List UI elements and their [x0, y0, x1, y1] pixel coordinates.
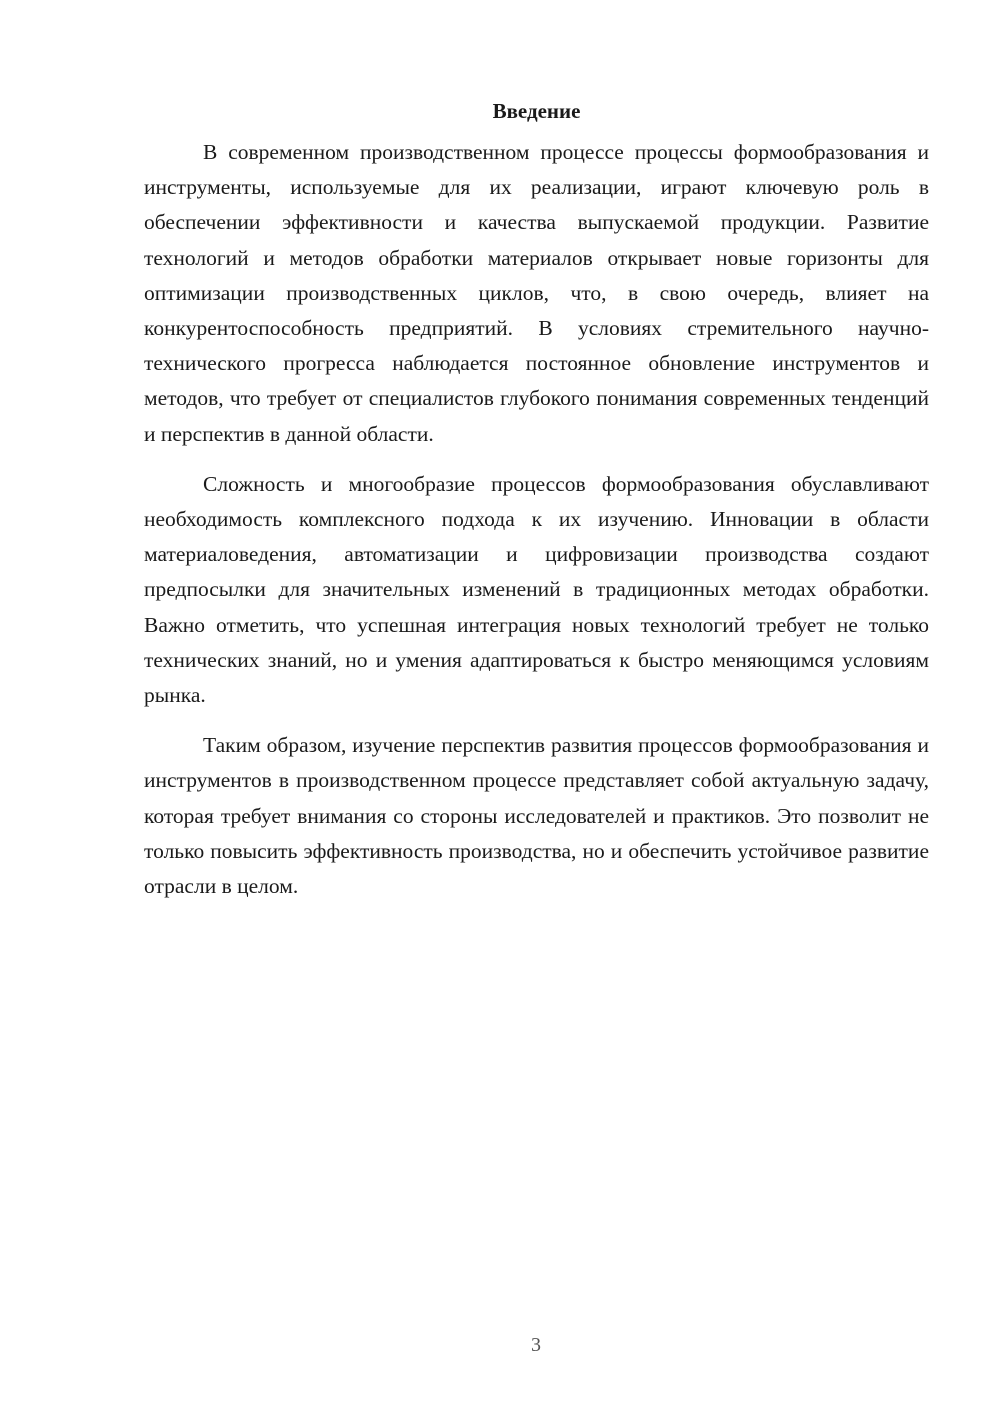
- paragraph-3: Таким образом, изучение перспектив развития процессов формообразования и инструментов в производственном процессе представляет собой актуальную задачу, которая требует внимания со стороны исследователей и практиков. Это позволит не только повысить эффективность производства, но и обеспечить устойчивое развитие отрасли в целом.: [144, 733, 929, 899]
- page-number: 3: [531, 1334, 541, 1356]
- paragraph-1: В современном производственном процессе процессы формообразования и инструменты, используемые для их реализации, играют ключевую роль в обеспечении эффективности и качества выпускаемой продукции. Развитие технологий и методов обработки материалов открывает новые горизонты для оптимизации производственных циклов, что, в свою очередь, влияет на конкурентоспособность предприятий. В условиях стремительного научно-технического прогресса наблюдается постоянное обновление инструментов и методов, что требует от специалистов глубокого понимания современных тенденций и перспектив в данной области.: [144, 140, 929, 446]
- section-title: Введение: [492, 99, 581, 123]
- paragraph-2: Сложность и многообразие процессов формообразования обуславливают необходимость комплексного подхода к их изучению. Инновации в области материаловедения, автоматизации и цифровизации производства создают предпосылки для значительных изменений в традиционных методах обработки. Важно отметить, что успешная интеграция новых технологий требует не только технических знаний, но и умения адаптироваться к быстро меняющимся условиям рынка.: [144, 471, 929, 708]
- page-content: [144, 97, 929, 904]
